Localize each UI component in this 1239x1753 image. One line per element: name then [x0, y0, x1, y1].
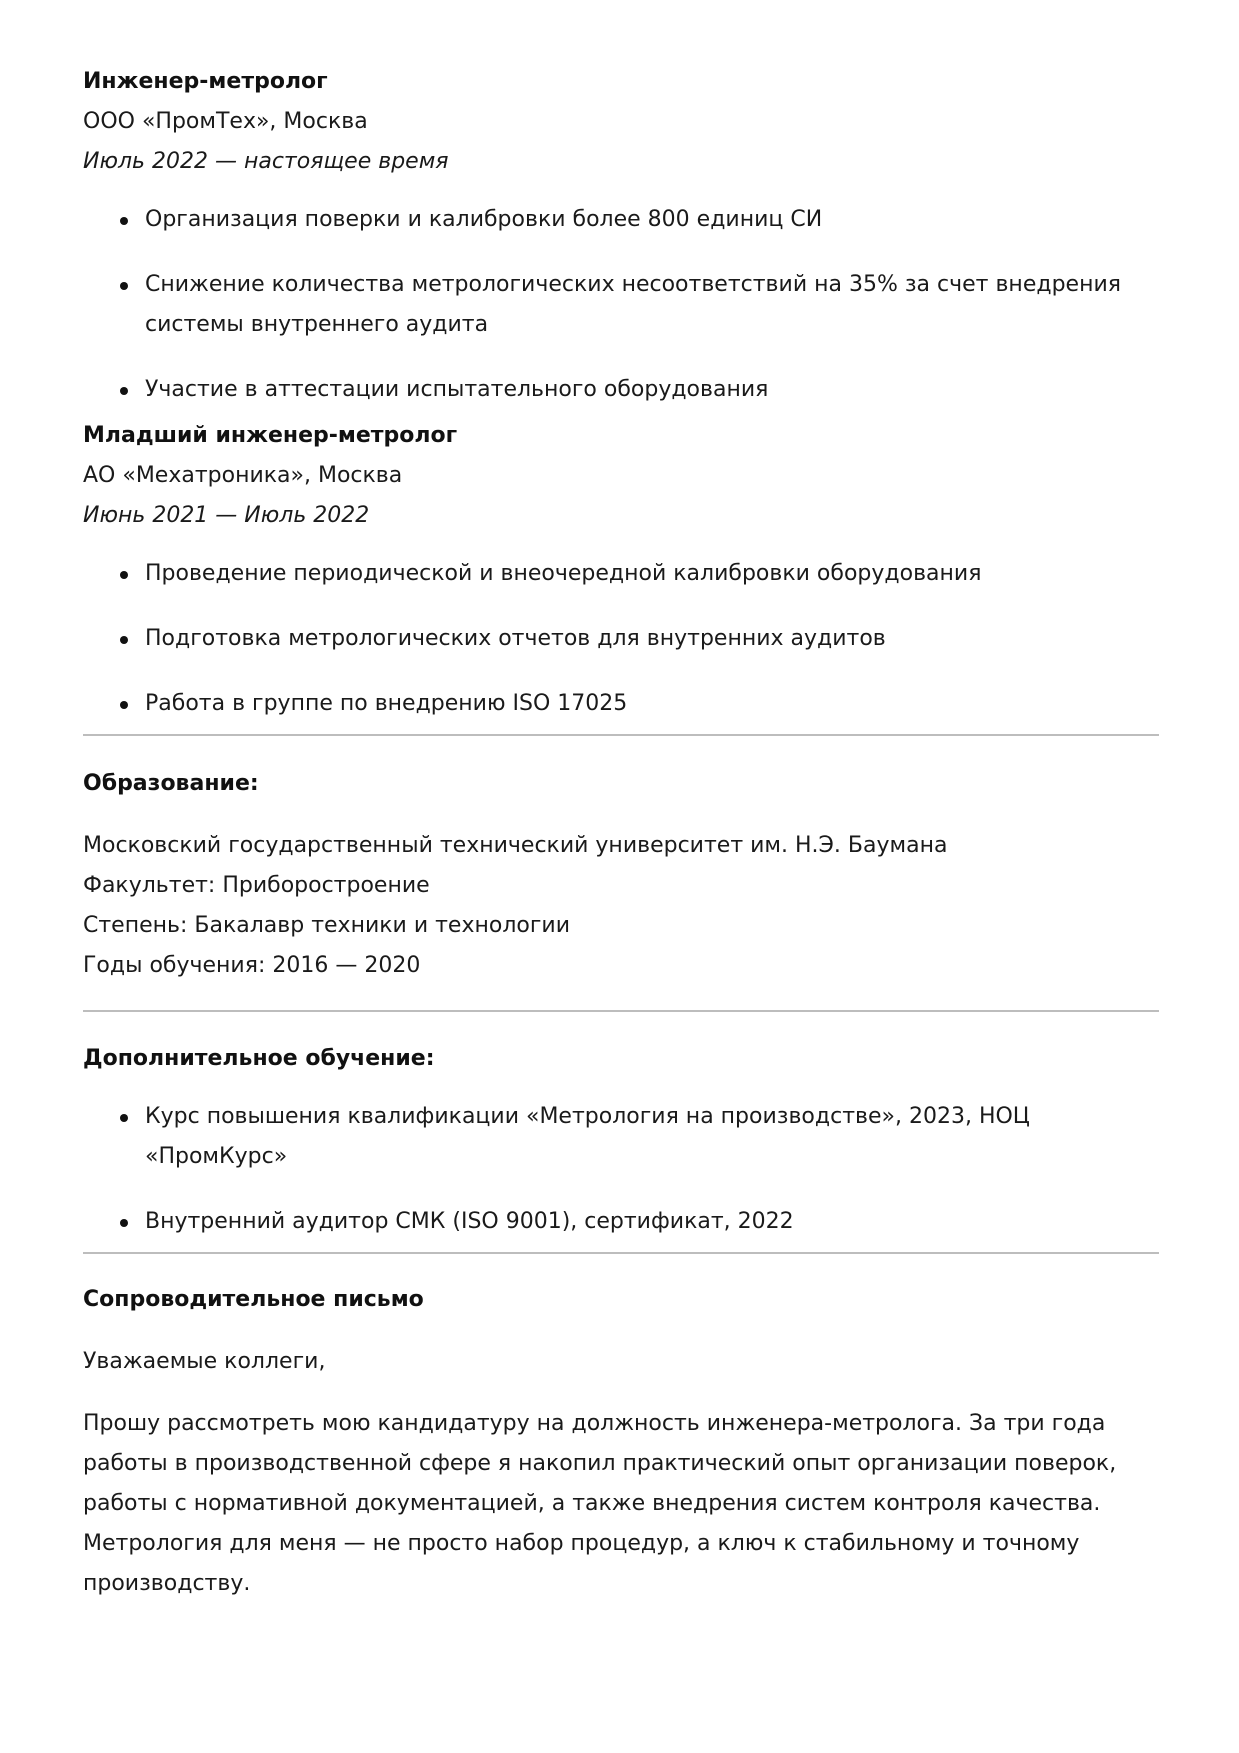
job-company: ООО «ПромТех», Москва: [83, 109, 368, 134]
section-divider: [83, 1252, 1159, 1254]
education-years: Годы обучения: 2016 — 2020: [83, 953, 421, 978]
list-item: Проведение периодической и внеочередной калибровки оборудования: [145, 554, 1159, 594]
education-section: [83, 764, 1159, 1010]
job-entry: [83, 62, 1159, 410]
list-item: Снижение количества метрологических несоответствий на 35% за счет внедрения системы внутреннего аудита: [145, 265, 1159, 345]
training-list: [83, 1097, 1159, 1242]
education-faculty: Факультет: Приборостроение: [83, 873, 430, 898]
education-university: Московский государственный технический университет им. Н.Э. Баумана: [83, 833, 948, 858]
letter-body: Прошу рассмотреть мою кандидатуру на должность инженера-метролога. За три года работы в производственной сфере я накопил практический опыт организации поверок, работы с нормативной документацией, а также внедрения систем контроля качества. Метрология для меня — не просто набор процедур, а ключ к стабильному и точному производству.: [83, 1411, 1117, 1596]
section-title: Образование:: [83, 771, 259, 796]
job-achievements-list: [83, 554, 1159, 724]
letter-greeting: Уважаемые коллеги,: [83, 1349, 326, 1374]
section-title: Сопроводительное письмо: [83, 1287, 424, 1312]
job-period: Июнь 2021 — Июль 2022: [83, 503, 370, 528]
list-item: Участие в аттестации испытательного оборудования: [145, 370, 1159, 410]
list-item: Организация поверки и калибровки более 800 единиц СИ: [145, 200, 1159, 240]
additional-training-section: [83, 1039, 1159, 1242]
list-item: Курс повышения квалификации «Метрология на производстве», 2023, НОЦ «ПромКурс»: [145, 1097, 1159, 1177]
job-company: АО «Мехатроника», Москва: [83, 463, 403, 488]
education-degree: Степень: Бакалавр техники и технологии: [83, 913, 571, 938]
job-period: Июль 2022 — настоящее время: [83, 149, 449, 174]
list-item: Работа в группе по внедрению ISO 17025: [145, 684, 1159, 724]
cover-letter-section: [83, 1280, 1159, 1604]
section-divider: [83, 734, 1159, 736]
job-achievements-list: [83, 200, 1159, 410]
section-divider: [83, 1010, 1159, 1012]
list-item: Подготовка метрологических отчетов для внутренних аудитов: [145, 619, 1159, 659]
section-title: Дополнительное обучение:: [83, 1046, 435, 1071]
job-title: Младший инженер-метролог: [83, 423, 458, 448]
list-item: Внутренний аудитор СМК (ISO 9001), сертификат, 2022: [145, 1202, 1159, 1242]
job-entry: [83, 416, 1159, 724]
job-title: Инженер-метролог: [83, 69, 328, 94]
